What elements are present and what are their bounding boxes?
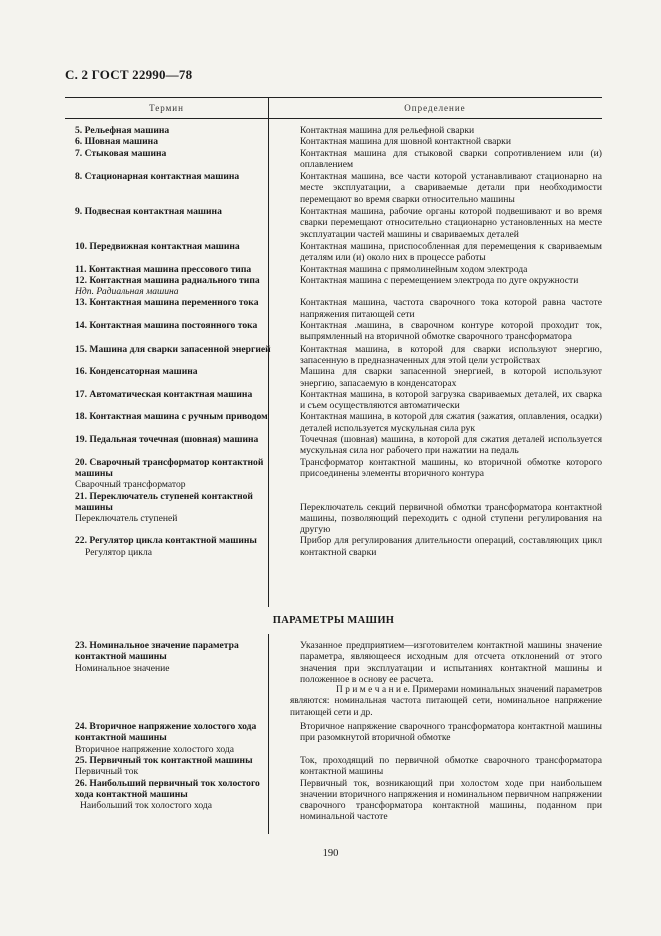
table-row xyxy=(65,366,602,389)
table-row xyxy=(65,457,602,491)
term-label: 16. Конденсаторная машина xyxy=(75,366,198,378)
term-label: 20. Сварочный трансформатор контактной машины xyxy=(75,456,264,479)
column-header-terms: Термин xyxy=(149,103,184,113)
table-row xyxy=(65,171,602,205)
definition-text: Контактная машина, частота сварочного тока которой равна частоте напряжения питающей сети xyxy=(300,297,602,320)
table-row xyxy=(65,297,602,320)
definition-text: Контактная машина для шовной контактной сварки xyxy=(300,136,511,148)
table-row xyxy=(65,778,602,823)
definition-text: Первичный ток, возникающий при холостом ходе при наибольшем значении вторичного напряжения и номинальном первичном напряжении сварочного трансформатора контактной машины, поданном при номинальной частоте xyxy=(300,777,602,823)
definition-text: Прибор для регулирования длительности операций, составляющих цикл контактной сварки xyxy=(300,535,602,558)
term-label: 15. Машина для сварки запасенной энергией xyxy=(75,343,271,355)
short-term: Переключатель ступеней xyxy=(75,513,178,525)
short-term: Вторичное напряжение холостого хода xyxy=(75,743,235,755)
definition-text: Контактная машина для рельефной сварки xyxy=(300,125,475,136)
definition-text: Указанное предприятием—изготовителем контактной машины значение параметра, являющееся исходным для отсчета отклонений от этого значения при эксплуатации и испытаниях контактной машины и положенное в основу ее расчета. xyxy=(300,640,602,685)
term-label: 14. Контактная машина постоянного тока xyxy=(75,320,258,332)
table-row xyxy=(65,125,602,136)
table-row xyxy=(65,275,602,298)
definition-text: Трансформатор контактной машины, ко вторичной обмотке которого присоединены элементы вторичного контура xyxy=(300,456,602,479)
short-term: Первичный ток xyxy=(75,766,139,778)
definition-text: Контактная машина, в которой для сварки используют энергию, запасенную в предназначенных для этой цели устройствах xyxy=(300,343,602,366)
definition-text: Вторичное напряжение сварочного трансформатора контактной машины при разомкнутой вторичной обмотке xyxy=(300,721,602,744)
definition-text: Контактная машина, в которой загрузка свариваемых деталей, их сварка и съем осуществляются автоматически xyxy=(300,388,602,412)
table-row xyxy=(65,685,602,719)
term-label: 23. Номинальное значение параметра контактной машины xyxy=(75,640,239,663)
term-label: 18. Контактная машина с ручным приводом xyxy=(75,411,268,423)
table-row xyxy=(65,640,602,685)
short-term: Регулятор цикла xyxy=(85,546,153,558)
term-label: 22. Регулятор цикла контактной машины xyxy=(75,535,257,547)
term-label: 21. Переключатель ступеней контактной машины xyxy=(75,490,253,513)
table-row xyxy=(65,411,602,434)
term-label: 9. Подвесная контактная машина xyxy=(75,206,222,218)
section-title: ПАРАМЕТРЫ МАШИН xyxy=(272,615,395,626)
term-label: 17. Автоматическая контактная машина xyxy=(75,388,253,400)
table-row xyxy=(65,755,602,778)
short-term: Номинальное значение xyxy=(75,662,170,674)
term-label: 6. Шовная машина xyxy=(75,136,158,148)
term-label: 5. Рельефная машина xyxy=(75,125,170,136)
table-row xyxy=(65,320,602,343)
term-label: 7. Стыковая машина xyxy=(75,147,167,159)
short-term: Наибольший ток холостого хода xyxy=(80,800,213,812)
terms-table xyxy=(65,97,602,823)
page-header: С. 2 ГОСТ 22990—78 xyxy=(65,67,193,82)
deprecated-term: Ндп. Радиальная машина xyxy=(75,286,179,298)
note-text: П р и м е ч а н и е. Примерами номинальных значений параметров являются: номинальная частота питающей сети, номинальное напряжение питающей сети и др. xyxy=(290,685,602,718)
term-label: 25. Первичный ток контактной машины xyxy=(75,754,253,766)
term-label: 13. Контактная машина переменного тока xyxy=(75,297,259,309)
short-term: Сварочный трансформатор xyxy=(75,479,186,491)
term-label: 19. Педальная точечная (шовная) машина xyxy=(75,434,259,446)
definition-text: Контактная машина, в которой для сжатия (зажатия, оплавления, осадки) деталей используется мускульная сила рук xyxy=(300,411,602,434)
term-label: 12. Контактная машина радиального типа xyxy=(75,274,260,286)
term-label: 10. Передвижная контактная машина xyxy=(75,240,240,252)
definition-text: Контактная машина для стыковой сварки сопротивлением или (и) оплавлением xyxy=(300,147,602,170)
definition-text: Переключатель секций первичной обмотки трансформатора контактной машины, позволяющий переходить с одной ступени регулирования на другую xyxy=(300,501,602,536)
term-label: 8. Стационарная контактная машина xyxy=(75,171,240,183)
definition-text: Машина для сварки запасенной энергией, в которой используют энергию, запасаемую в конденсаторах xyxy=(300,366,602,389)
table-row xyxy=(65,491,602,536)
table-row xyxy=(65,148,602,171)
definition-text: Контактная машина с прямолинейным ходом электрода xyxy=(300,263,528,275)
table-row xyxy=(65,535,602,558)
table-row xyxy=(65,389,602,412)
term-label: 24. Вторичное напряжение холостого хода контактной машины xyxy=(75,721,257,744)
definition-text: Ток, проходящий по первичной обмотке сварочного трансформатора контактной машины xyxy=(300,754,602,778)
table-body-bottom xyxy=(65,640,602,823)
definition-text: Контактная машина, приспособленная для перемещения к свариваемым деталям или (и) около них в процессе работы xyxy=(300,240,602,264)
term-label: 11. Контактная машина прессового типа xyxy=(75,263,252,275)
table-row xyxy=(65,264,602,275)
definition-text: Точечная (шовная) машина, в которой для сжатия деталей используется мускульная сила ног рабочего при нажатии на педаль xyxy=(300,434,602,457)
table-row xyxy=(65,206,602,240)
definition-text: Контактная .машина, в сварочном контуре которой проходит ток, выпрямленный на вторичной обмотке сварочного трансформатора xyxy=(300,320,602,343)
page-number: 190 xyxy=(322,848,339,859)
term-label: 26. Наибольший первичный ток холостого хода контактной машины xyxy=(75,777,260,800)
table-row xyxy=(65,434,602,457)
column-divider-top xyxy=(268,97,269,607)
definition-text: Контактная машина, все части которой устанавливают стационарно на месте эксплуатации, а свариваемые детали при необходимости перемещают во время сварки относительно машины xyxy=(300,171,602,205)
table-column-headers xyxy=(65,98,602,119)
definition-text: Контактная машина, рабочие органы которой подвешивают и во время сварки перемещают относительно стационарно установленных на месте эксплуатации частей машины и свариваемых деталей xyxy=(300,206,602,240)
definition-text: Контактная машина с перемещением электрода по дуге окружности xyxy=(300,274,579,286)
table-row xyxy=(65,721,602,755)
table-row xyxy=(65,344,602,367)
column-header-definition: Определение xyxy=(404,103,466,113)
table-row xyxy=(65,136,602,147)
table-body-top xyxy=(65,125,602,558)
table-row xyxy=(65,241,602,264)
